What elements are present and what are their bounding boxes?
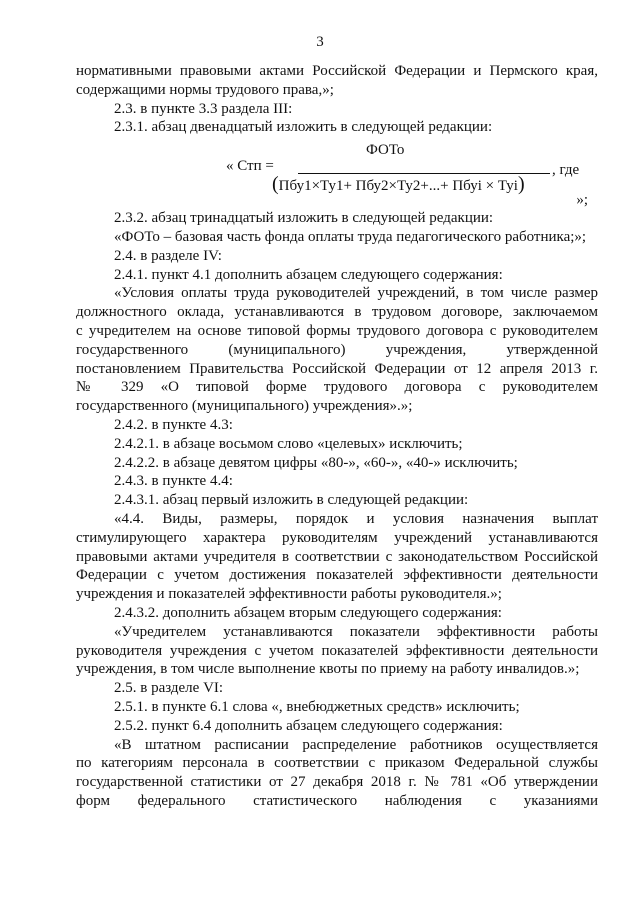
formula: [76, 137, 598, 209]
text-line: форм федерального статистического наблюдения с указаниями: [76, 792, 598, 809]
text-line: государственной статистики от 27 декабря 2018 г. № 781 «Об утверждении: [76, 774, 598, 791]
text-line: «4.4. Виды, размеры, порядок и условия назначения выплат: [114, 510, 598, 527]
text-line: 2.4.2.1. в абзаце восьмом слово «целевых» исключить;: [114, 435, 463, 452]
text-line: правовыми актами учредителя в соответствии с законодательством Российской: [76, 548, 598, 565]
text-line: «Учредителем устанавливаются показатели эффективности работы: [114, 623, 598, 640]
text-line: № 329 «О типовой форме трудового договора с руководителем: [76, 379, 598, 396]
text-line: 2.3. в пункте 3.3 раздела III:: [114, 100, 293, 117]
text-line: по категориям персонала в соответствии с приказом Федеральной службы: [76, 755, 598, 772]
text-line: «В штатном расписании распределение работников осуществляется: [114, 736, 598, 753]
text-line: учреждения, в том числе выполнение квоты по приему на работу инвалидов.»;: [76, 661, 580, 678]
text-line: руководителя учреждения с учетом показателей эффективности деятельности: [76, 642, 598, 659]
text-line: с учредителем на основе типовой формы трудового договора с руководителем: [76, 322, 598, 339]
text-line: Федерации с учетом достижения показателей эффективности деятельности: [76, 567, 598, 584]
formula-closing: »;: [576, 192, 588, 209]
text-line: 2.4.2.2. в абзаце девятом цифры «80-», «60-», «40-» исключить;: [114, 454, 518, 471]
text-line: содержащими нормы трудового права,»;: [76, 81, 334, 98]
text-line: должностного оклада, устанавливаются в трудовом договоре, заключаемом: [76, 304, 598, 321]
page-number: 3: [316, 34, 324, 50]
formula-numerator: ФОТо: [366, 142, 405, 159]
text-line: 2.5.2. пункт 6.4 дополнить абзацем следующего содержания:: [114, 717, 503, 734]
formula-denominator: (Пбу1×Ту1+ Пбу2×Ту2+...+ Пбуi × Туi): [272, 173, 525, 196]
text-line: «ФОТо – базовая часть фонда оплаты труда педагогического работника;»;: [114, 228, 587, 245]
text-line: постановлением Правительства Российской Федерации от 12 апреля 2013 г.: [76, 360, 598, 377]
text-line: 2.4. в разделе IV:: [114, 247, 222, 264]
text-line: учреждения и показателей эффективности работы руководителя.»;: [76, 586, 502, 603]
formula-suffix: , где: [552, 162, 580, 179]
text-line: «Условия оплаты труда руководителей учреждений, в том числе размер: [114, 285, 598, 302]
text-line: государственного (муниципального) учреждения, утвержденной: [76, 341, 598, 358]
text-line: 2.3.2. абзац тринадцатый изложить в следующей редакции:: [114, 210, 494, 227]
text-line: 2.4.3.1. абзац первый изложить в следующей редакции:: [114, 492, 469, 509]
text-line: нормативными правовыми актами Российской Федерации и Пермского края,: [76, 63, 598, 79]
text-line: 2.5.1. в пункте 6.1 слова «, внебюджетных средств» исключить;: [114, 698, 520, 715]
fraction-line: [298, 173, 550, 174]
formula-lhs: « Стп =: [226, 158, 274, 175]
document-body: [76, 62, 598, 811]
text-line: стимулирующего характера руководителям учреждений устанавливаются: [76, 529, 598, 546]
text-line: 2.3.1. абзац двенадцатый изложить в следующей редакции:: [114, 119, 493, 136]
text-line: 2.5. в разделе VI:: [114, 680, 224, 697]
text-line: 2.4.3. в пункте 4.4:: [114, 473, 233, 490]
text-line: 2.4.1. пункт 4.1 дополнить абзацем следующего содержания:: [114, 266, 503, 283]
text-line: государственного (муниципального) учреждения».»;: [76, 398, 413, 415]
text-line: 2.4.2. в пункте 4.3:: [114, 416, 233, 433]
text-line: 2.4.3.2. дополнить абзацем вторым следующего содержания:: [114, 604, 502, 621]
